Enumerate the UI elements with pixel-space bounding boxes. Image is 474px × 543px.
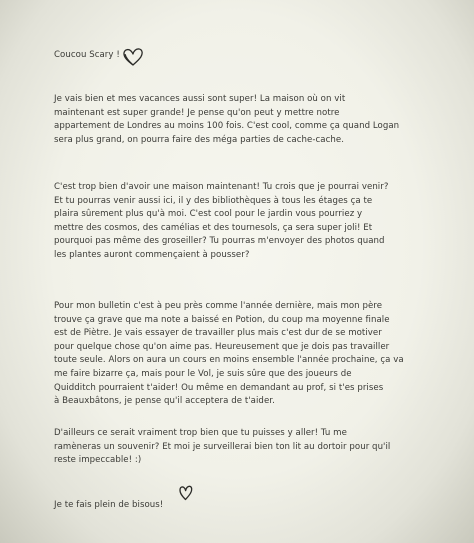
letter-paragraph: D'ailleurs ce serait vraiment trop bien que tu puisses y aller! Tu me ramèneras un souvenir? Et moi je surveillerai bien ton lit au dortoir pour qu'il reste impeccable! :) bbox=[54, 428, 391, 466]
letter-paragraph: C'est trop bien d'avoir une maison maintenant! Tu crois que je pourrai venir? Et tu pourras venir aussi ici, il y des bibliothèques à tous les étages ça te plaira sûrement plus qu'à moi. C'est cool pour le jardin vous pourriez y mettre des cosmos, des camélias et des tournesols, ça sera super joli! Et pourquoi pas même des groseiller? Tu pourras m'envoyer des photos quand les plantes auront commençaient à pousser? bbox=[54, 182, 389, 260]
letter-paragraph: Pour mon bulletin c'est à peu près comme l'année dernière, mais mon père trouve ça grave que ma note a baissé en Potion, du coup ma moyenne finale est de Piètre. Je vais essayer de travailler plus mais c'est dur de se motiver pour quelque chose qu'on aime pas. Heureusement que je dois pas travailler toute seule. Alors on aura un cours en moins ensemble l'année prochaine, ça va me faire bizarre ça, mais pour le Vol, je suis sûre que des joueurs de Quidditch pourraient t'aider! Ou même en demandant au prof, si t'es prises à Beauxbâtons, je pense qu'il acceptera de t'aider. bbox=[54, 301, 404, 407]
letter-signoff: Je te fais plein de bisous! bbox=[54, 500, 164, 510]
letter-paragraph: Je vais bien et mes vacances aussi sont super! La maison où on vit maintenant est super grande! Je pense qu'on peut y mettre notre appartement de Londres au moins 100 fois. C'est cool, comme ça quand Logan sera plus grand, on pourra faire des méga parties de cache-cache. bbox=[54, 94, 400, 145]
heart-doodle-icon bbox=[122, 47, 144, 67]
letter-greeting: Coucou Scary ! bbox=[54, 50, 120, 60]
heart-doodle-icon bbox=[178, 484, 193, 501]
